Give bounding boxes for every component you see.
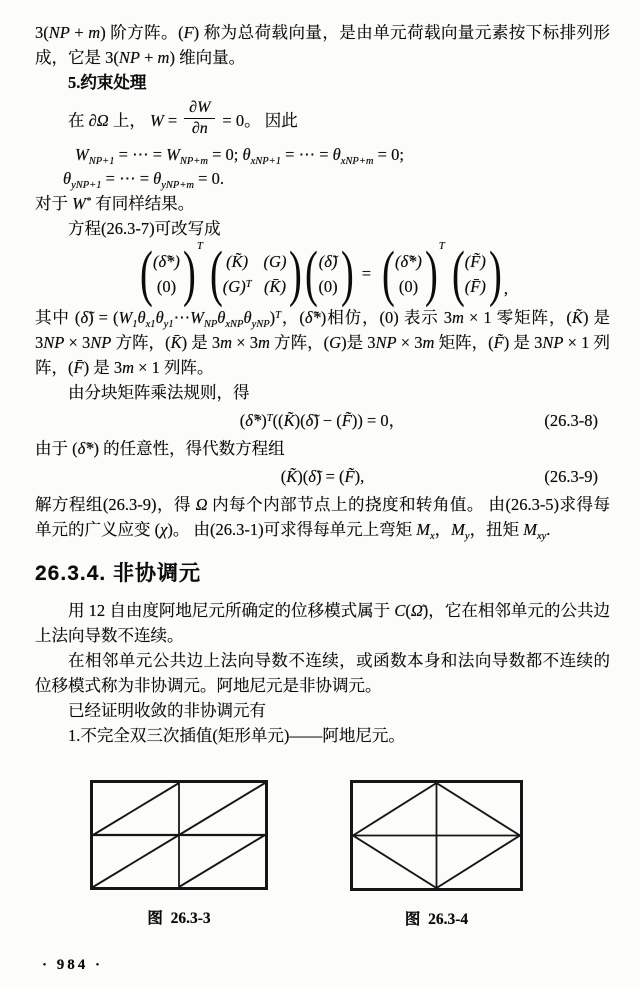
paragraph-rewrite-intro: 方程(26.3-7)可改写成: [68, 219, 221, 238]
subheading-constraint-handling: 5.约束处理: [68, 73, 147, 92]
fraction-numerator: ∂W: [184, 99, 215, 119]
mesh-diagonal-triangles-figure: [90, 780, 268, 890]
figure-26-3-4: [350, 780, 523, 929]
vector-delta-star: [137, 240, 196, 308]
cell-zero: (0): [318, 277, 338, 296]
cell-K-tilde: (K̃): [226, 252, 249, 271]
boundary-text-right: = 0。 因此: [222, 110, 298, 130]
paragraph-boundary-condition: [35, 99, 610, 138]
equation-boundary-values: [35, 143, 610, 191]
cell-delta-star: (δ̃*): [153, 252, 180, 271]
page-number: · 984 ·: [42, 957, 104, 973]
equation-26-3-9-content: (K̃)(δ̃) = (F̃),: [280, 467, 365, 486]
cell-zero: (0): [398, 277, 419, 296]
vector-F: [449, 240, 502, 308]
vector-delta: [302, 240, 354, 308]
paragraph-load-vector: 3(NP + m) 阶方阵。(F) 称为总荷载向量，是由单元荷载向量元素按下标排列形成，它是 3(NP + m) 维向量。: [35, 23, 610, 67]
cell-delta-star: (δ̃*): [395, 252, 422, 271]
paragraph-proven-convergent: 已经证明收敛的非协调元有: [68, 701, 266, 720]
cell-G: (G): [263, 252, 287, 271]
mesh-diamond-triangles-figure: [350, 780, 523, 891]
section-heading-26-3-4: 26.3.4. 非协调元: [35, 562, 202, 585]
paragraph-block-rule: 由分块矩阵乘法规则，得: [68, 383, 250, 402]
right-paren: ): [424, 240, 438, 308]
paragraph-same-result: 对于 W* 有同样结果。: [35, 194, 195, 213]
figure-26-3-3: [90, 780, 268, 929]
equals-sign: =: [361, 264, 371, 283]
fraction-denominator: ∂n: [191, 120, 208, 137]
vector-delta-star-rhs: [379, 240, 438, 308]
equation-26-3-8-number: (26.3-8): [544, 411, 598, 430]
cell-delta: (δ̃): [318, 252, 338, 271]
right-paren: ): [340, 240, 354, 308]
cell-G-transpose: $(G)^T$: [222, 277, 252, 296]
cell-F-bar: (F̄): [464, 277, 486, 296]
cell-zero: (0): [156, 277, 177, 296]
cell-F-tilde: (F̃): [464, 252, 486, 271]
left-paren: (: [451, 240, 465, 308]
boundary-text-left: 在 ∂Ω 上， W =: [68, 110, 178, 130]
paragraph-arbitrariness: 由于 (δ̃*) 的任意性，得代数方程组: [35, 439, 285, 458]
equation-boundary-line2: $\theta_{yNP+1}$ = ⋯ = $\theta_{yNP+m} = 0$.: [63, 169, 224, 191]
equation-26-3-9: [35, 464, 610, 489]
paragraph-where-definitions: 其中 (δ̃) = $(W_1\theta_{x1}\theta_{y1}\cdots W_{NP}\theta_{xNP}\theta_{yNP})^T$，(δ̃*)相仿，(0) 表示 3m × 1 零矩阵，(K̃) 是 3NP × 3NP 方阵，(K̄) 是 3m × 3m 方阵，(G)是 3NP × 3m 矩阵，(F̃) 是 3NP × 1 列阵，(F̄) 是 3m × 1 列阵。: [35, 308, 610, 377]
equation-26-3-8-content: (δ̃*)$^T$((K̃)(δ̃) − (F̃)) = 0，: [239, 411, 406, 430]
paragraph-solve-system: 解方程组(26.3-9)，得 Ω 内每个内部节点上的挠度和转角值。 由(26.3-5)求得每单元的广义应变 (χ)。 由(26.3-1)可求得每单元上弯矩 $M_x$，$M_y$，扭矩 $M_{xy}$.: [35, 495, 611, 542]
left-paren: (: [209, 240, 223, 308]
matrix-K-G: [207, 240, 303, 308]
paragraph-adini-element: 用 12 自由度阿地尼元所确定的位移模式属于 C(Ω̄)，它在相邻单元的公共边上法向导数不连续。: [35, 601, 611, 645]
equation-boundary-line1: $W_{NP+1}$ = ⋯ = $W_{NP+m} = 0$; $\theta_{xNP+1}$ = ⋯ = $\theta_{xNP+m} = 0$;: [75, 145, 404, 167]
trailing-comma: ,: [503, 279, 508, 298]
equation-26-3-9-number: (26.3-9): [544, 467, 598, 486]
paragraph-nonconforming-definition: 在相邻单元公共边上法向导数不连续，或函数本身和法向导数都不连续的位移模式称为非协调元。阿地尼元是非协调元。: [35, 651, 610, 695]
right-paren: ): [182, 240, 196, 308]
paragraph-item-1-adini: 1.不完全双三次插值(矩形单元)——阿地尼元。: [68, 726, 405, 745]
figures-row: [35, 780, 610, 929]
right-paren: ): [488, 240, 502, 308]
figure-26-3-3-caption: 图 26.3-3: [147, 910, 211, 927]
left-paren: (: [140, 240, 153, 308]
equation-matrix-form: ( (δ̃*) (0) ) T ( (K̃) (G) $(G)^T$ (K̄) ) ( (δ̃) (0) ) = ( (δ̃*) (0) ) T ( (F̃) (F̄) ) ,: [35, 249, 610, 299]
left-paren: (: [305, 240, 319, 308]
left-paren: (: [382, 240, 395, 308]
equation-26-3-8: [35, 408, 610, 433]
figure-26-3-4-caption: 图 26.3-4: [404, 911, 469, 928]
fraction-dw-dn: [184, 99, 215, 138]
cell-K-bar: (K̄): [263, 277, 286, 296]
right-paren: ): [289, 240, 303, 308]
